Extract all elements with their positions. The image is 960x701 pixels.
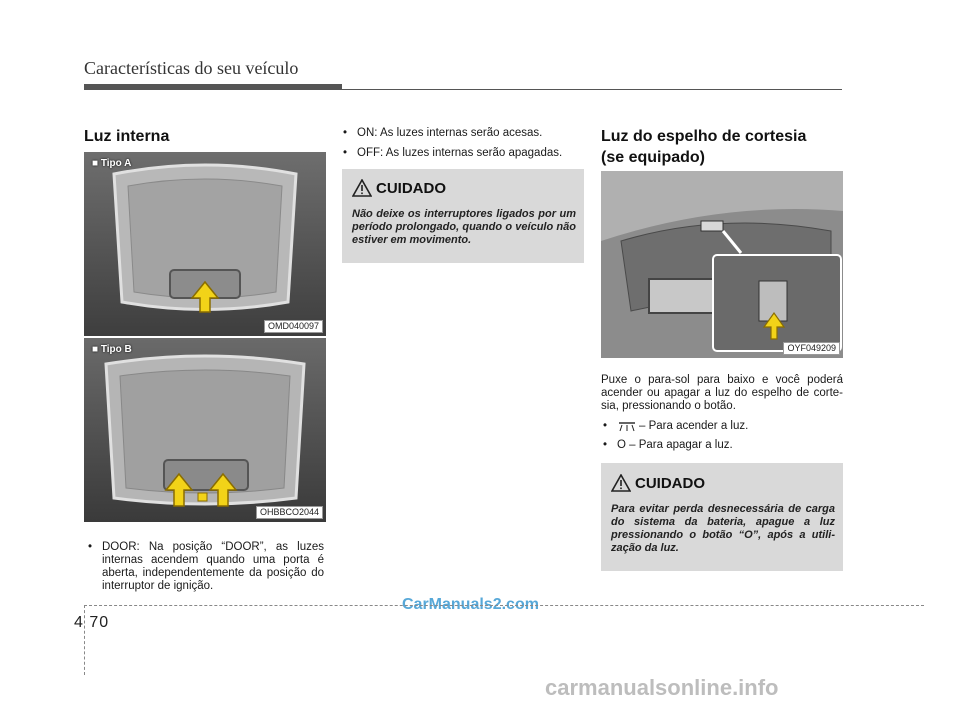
photo-tipo-a: ■ Tipo A OMD040097 (84, 152, 326, 336)
header-bar (84, 84, 342, 90)
bullet-mirror-off (603, 439, 843, 452)
photo-b-code: OHBBCO2044 (256, 506, 323, 519)
bullet-door-text: DOOR: Na posição “DOOR”, as luzes internas acendem quando uma porta é aberta, independentemente da posição do interruptor de ignição. (102, 541, 324, 592)
caution-text: Para evitar perda desnecessária de carga do sistema da bateria, apague a luz pressionando o botão “O”, após a utilização da luz. (611, 503, 835, 554)
watermark-carmanualsonline[interactable]: carmanualsonline.info (545, 675, 779, 700)
caution-box-right (601, 463, 843, 571)
heading-luz-interna: Luz interna (84, 128, 170, 145)
caution-title: CUIDADO (376, 180, 446, 197)
caution-title: CUIDADO (635, 475, 705, 492)
bullet-dot: • (603, 439, 608, 451)
bullet-dot: • (88, 541, 93, 553)
bullet-dot: • (343, 147, 348, 159)
footer-dashed-rule (84, 605, 924, 606)
caution-box-middle (342, 169, 584, 263)
warning-icon (611, 474, 631, 492)
header-rule (342, 89, 842, 90)
bullet-dot: • (343, 127, 348, 139)
photo-b-label: Tipo B (100, 344, 132, 355)
bullet-door (88, 541, 324, 593)
bullet-mirror-on-text: – Para acender a luz. (639, 420, 749, 432)
bullet-on (343, 127, 583, 140)
heading-luz-espelho: Luz do espelho de cortesia (601, 128, 807, 145)
warning-icon (352, 179, 372, 197)
page-number: 4 70 (74, 614, 110, 631)
light-on-icon (617, 421, 637, 433)
lamp-illustration-a (84, 152, 326, 336)
mirror-paragraph: Puxe o para-sol para baixo e você poderá acender ou apagar a luz do espelho de cortesia, pressionando o botão. (601, 374, 843, 412)
heading-se-equipado: (se equipado) (601, 149, 706, 166)
photo-mirror-light (601, 171, 843, 358)
lamp-illustration-b (84, 338, 326, 522)
photo-a-label: Tipo A (100, 158, 132, 169)
page-header-title: Características do seu veículo (84, 58, 299, 78)
bullet-on-text: ON: As luzes internas serão acesas. (357, 127, 543, 139)
bullet-mirror-on (603, 420, 843, 433)
bullet-dot: • (603, 420, 608, 432)
watermark-carmanuals2[interactable]: CarManuals2.com (402, 596, 539, 613)
photo-a-code: OMD040097 (264, 320, 323, 333)
bullet-mirror-off-text: O – Para apagar a luz. (617, 439, 733, 451)
photo-tipo-b: ■ Tipo B OHBBCO2044 (84, 338, 326, 522)
bullet-off (343, 147, 583, 160)
bullet-off-text: OFF: As luzes internas serão apagadas. (357, 147, 563, 159)
photo-mirror-code: OYF049209 (783, 342, 840, 355)
mirror-illustration (601, 171, 843, 358)
caution-text: Não deixe os interruptores ligados por um período prolongado, quando o veículo não estiver em movimento. (352, 208, 576, 246)
